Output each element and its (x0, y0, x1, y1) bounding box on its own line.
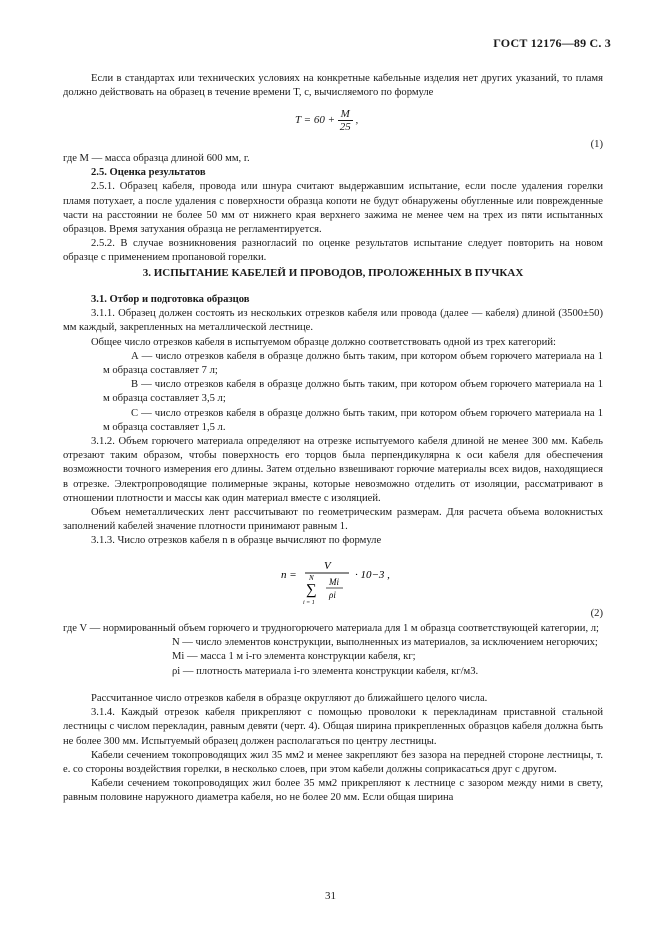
category-a: А — число отрезков кабеля в образце должно быть таким, при котором объем горючего материала на 1 м образца составляет 7 л; (103, 350, 603, 377)
formula-2-sigma: ∑ (306, 582, 317, 598)
clause-2-5-1: 2.5.1. Образец кабеля, провода или шнура считают выдержавшим испытание, если после удаления горелки пламя потухает, а после удаления с поверхности образца копоти не будут обнаружены обугленные или поврежденные части на расстоянии не более 50 мм от нижнего края верхнего зажима не менее чем на трех из пяти испытанных образцов. Время затухания образца не регламентируется. (63, 181, 603, 236)
section-3-1-title: 3.1. Отбор и подготовка образцов (91, 294, 250, 305)
definition-n: N — число элементов конструкции, выполненных из материалов, за исключением негорючих; (172, 637, 598, 649)
clause-3-1-1: 3.1.1. Образец должен состоять из нескольких отрезков кабеля или провода (далее — кабеля) длиной (3500±50) мм каждый, закрепленных на металлической лестнице. (63, 308, 603, 334)
clause-3-1-3: 3.1.3. Число отрезков кабеля n в образце вычисляют по формуле (91, 535, 382, 547)
section-3-1-cont (63, 692, 603, 806)
formula-2-inner-denominator: ρi (329, 590, 336, 600)
formula-2-sum-top: N (309, 574, 314, 582)
where-1: где M — масса образца длиной 600 мм, г. (63, 153, 250, 164)
section-2-5 (63, 152, 603, 266)
formula-1-number: (1) (590, 139, 603, 150)
section-3-title: 3. ИСПЫТАНИЕ КАБЕЛЕЙ И ПРОВОДОВ, ПРОЛОЖЕННЫХ В ПУЧКАХ (142, 267, 524, 279)
formula-2-sum-bottom: i = 1 (303, 600, 315, 606)
total-paragraph: Общее число отрезков кабеля в испытуемом образце должно соответствовать одной из трех категорий: (91, 336, 556, 348)
formula-2 (281, 556, 441, 611)
formula-2-numerator: V (324, 560, 331, 572)
nonmetal-paragraph: Объем неметаллических лент рассчитывают по геометрическим размерам. Для расчета объема волокнистых заполнений кабелей значение плотности принимают равным 1. (63, 507, 603, 533)
formula-1-tail: , (355, 114, 359, 127)
formula-1-denominator: 25 (339, 121, 351, 133)
cables-35-or-less: Кабели сечением токопроводящих жил 35 мм2 и менее закрепляют без зазора на передней стороне лестницы, т. е. со стороны воздействия горелки, в несколько слоев, при этом кабели должны соприкасаться друг с другом. (63, 749, 603, 776)
running-header: ГОСТ 12176—89 С. 3 (493, 36, 611, 50)
category-c: С — число отрезков кабеля в образце должно быть таким, при котором объем горючего материала на 1 м образца составляет 1,5 л. (103, 407, 603, 433)
page-number: 31 (325, 890, 336, 902)
section-3-1 (63, 293, 603, 549)
section-2-5-title: 2.5. Оценка результатов (91, 167, 206, 179)
definition-rho: ρi — плотность материала i-го элемента конструкции кабеля, кг/м3. (172, 665, 479, 677)
clause-2-5-2: 2.5.2. В случае возникновения разногласий по оценке результатов испытание следует повторить на новом образце с применением пропановой горелки. (63, 238, 603, 264)
formula-2-number: (2) (590, 608, 603, 619)
clause-3-1-4: 3.1.4. Каждый отрезок кабеля прикрепляют с помощью проволоки к перекладинам приставной стальной лестницы с числом перекладин, равным девяти (черт. 4). Общая ширина прикрепленных образцов кабеля должна быть не более 300 мм. Испытуемый образец должен располагаться по центру лестницы. (63, 707, 603, 747)
formula-2-graphic (281, 556, 441, 608)
formula-1-fraction (338, 108, 353, 133)
formula-1-lhs: T = 60 + (295, 114, 336, 127)
intro-block (63, 72, 603, 100)
formula-2-definitions (63, 622, 603, 679)
cables-over-35: Кабели сечением токопроводящих жил более 35 мм2 прикрепляют к лестнице с зазором между ними в свету, равным половине наружного диаметра кабеля, но не более 20 мм. Если общая ширина (63, 778, 603, 804)
intro-paragraph: Если в стандартах или технических условиях на конкретные кабельные изделия нет других указаний, то пламя должно действовать на образец в течение времени T, с, вычисляемого по формуле (63, 73, 603, 99)
formula-2-lhs: n = (281, 569, 297, 581)
definition-v: где V — нормированный объем горючего и трудногорючего материала для 1 м образца соответствующей категории, л; (63, 623, 599, 634)
rounding-paragraph: Рассчитанное число отрезков кабеля в образце округляют до ближайшего целого числа. (91, 693, 488, 704)
formula-2-multiplier: · 10−3 , (355, 569, 390, 581)
clause-3-1-2: 3.1.2. Объем горючего материала определяют на отрезке испытуемого кабеля длиной не менее 300 мм. Кабель отрезают таким образом, чтобы поверхность его торцов была перпендикулярна к оси кабеля для обеспечения возможности точного измерения его длины. Затем отдельно взвешивают горючие материалы всех видов, находящиеся в отрезке. Электропроводящие полимерные экраны, которые невозможно отделить от изоляции, рассматривают в отношении плотности и массы как один материал вместе с изоляцией. (63, 436, 603, 504)
formula-2-inner-numerator: Mi (329, 577, 339, 587)
formula-1 (295, 108, 358, 133)
formula-1-numerator: M (338, 108, 353, 121)
definition-m: Mi — масса 1 м i-го элемента конструкции кабеля, кг; (172, 651, 416, 663)
category-b: В — число отрезков кабеля в образце должно быть таким, при котором объем горючего материала на 1 м образца составляет 3,5 л; (103, 379, 603, 405)
